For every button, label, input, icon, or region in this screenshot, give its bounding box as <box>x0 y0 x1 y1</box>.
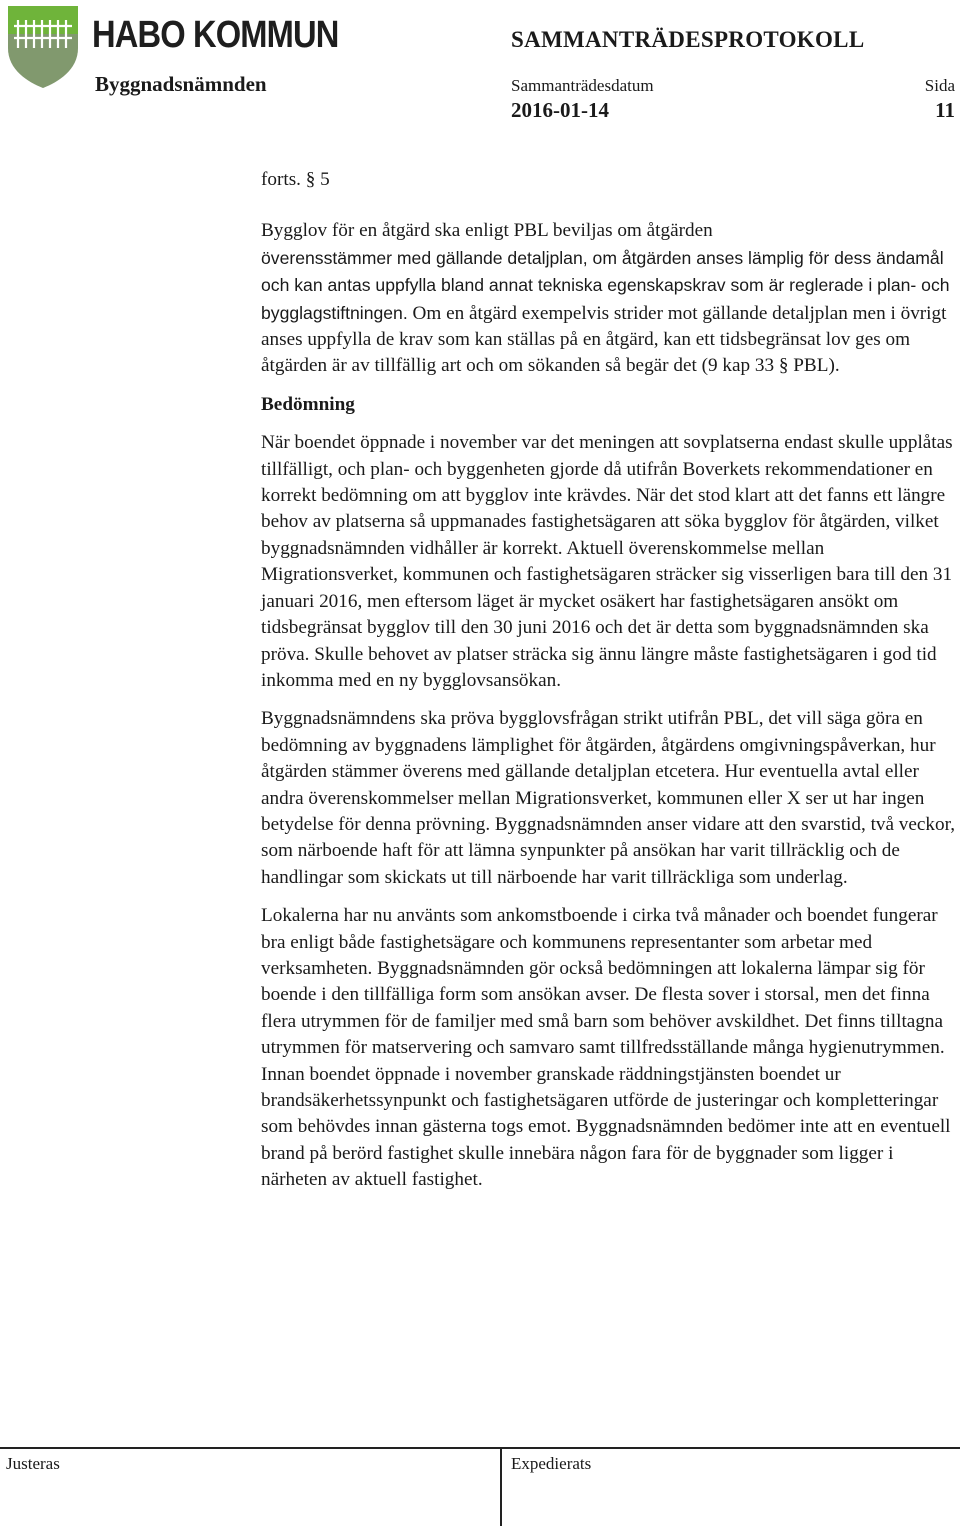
paragraph-assessment-1: När boendet öppnade i november var det meningen att sovplatserna endast skulle upplåtas tillfälligt, och plan- och byggenheten gjorde då utifrån Boverkets rekommendationer en korrekt bedömning om att bygglov inte krävdes. När det stod klart att det fanns ett längre behov av platserna så uppmanades fastighetsägaren att söka bygglov för åtgärden, vilket byggnadsnämnden vidhåller är korrekt. Aktuell överenskommelse mellan Migrationsverket, kommunen och fastighetsägaren sträcker sig visserligen bara till den 31 januari 2016, men eftersom läget är mycket osäkert har fastighetsägaren ansökt om tidsbegränsat bygglov till den 30 juni 2016 och det är detta som byggnadsnämnden ska pröva. Skulle behovet av platser sträcka sig ännu längre måste fastighetsägaren i god tid inkomma med en ny bygglovsansökan. <box>261 432 953 691</box>
meeting-date-label: Sammanträdesdatum <box>511 76 654 95</box>
paragraph-pbl-rules-part-a: Bygglov för en åtgärd ska enligt PBL beviljas om åtgärden <box>261 220 713 242</box>
footer-justeras-label: Justeras <box>6 1454 60 1473</box>
organization-name: HABO KOMMUN <box>92 14 339 56</box>
meeting-date-value: 2016-01-14 <box>511 98 609 122</box>
protocol-body <box>261 167 956 1194</box>
paragraph-assessment-2: Byggnadsnämndens ska pröva bygglovsfrågan strikt utifrån PBL, det vill säga göra en bedömning av byggnadens lämplighet för åtgärden, åtgärdens omgivningspåverkan, hur åtgärden stämmer överens med gällande detaljplan etcetera. Hur eventuella avtal eller andra överenskommelser mellan Migrationsverket, kommunen eller X ser ut har ingen betydelse för denna prövning. Byggnadsnämnden anser vidare att den svarstid, två veckor, som närboende haft för att lämna synpunkter på ansökan har varit tillräcklig och de handlingar som skickats ut till närboende har varit tillräckliga som underlag. <box>261 708 956 888</box>
page-number-value: 11 <box>935 98 955 122</box>
footer-divider-vertical <box>500 1448 502 1526</box>
section-reference: forts. § 5 <box>261 169 330 190</box>
paragraph-pbl-rules <box>261 218 956 379</box>
municipality-logo-icon <box>6 4 80 90</box>
footer-expedierats-label: Expedierats <box>511 1454 592 1473</box>
paragraph-assessment-3: Lokalerna har nu använts som ankomstboende i cirka två månader och boendet fungerar bra enligt både fastighetsägare och kommunens representanter som arbetar med verksamheten. Byggnadsnämnden gör också bedömningen att lokalerna lämpar sig för boende i den tillfälliga form som ansökan avser. De flesta sover i storsal, men det finna flera utrymmen för de familjer med små barn som behöver avskildhet. Det finns tilltagna utrymmen för matservering och samvaro samt tillfredsställande många hygienutrymmen. Innan boendet öppnade i november granskade räddningstjänsten boendet ur brandsäkerhetssynpunkt och fastighetsägaren utförde de justeringar och kompletteringar som behövdes innan gästerna togs emot. Byggnadsnämnden bedömer inte att en eventuell brand på berörd fastighet skulle innebära någon fara för de byggnader som ligger i närheten av aktuell fastighet. <box>261 905 951 1191</box>
document-type: SAMMANTRÄDESPROTOKOLL <box>511 27 865 52</box>
section-heading-assessment: Bedömning <box>261 393 355 415</box>
paragraph-pbl-rules-part-sans: överensstämmer med gällande detaljplan, om åtgärden anses lämplig för dess ändamål och kan antas uppfylla bland annat tekniska egenskapskrav som är reglerade i plan- och bygglagstiftningen. <box>261 247 950 323</box>
paragraph-pbl-rules-part-b: Om en åtgärd exempelvis strider mot gällande detaljplan men i övrigt anses uppfylla de krav som kan ställas på en åtgärd, kan ett tidsbegränsat lov ges om åtgärden är av tillfällig art och om sökanden så begär det (9 kap 33 § PBL). <box>261 302 947 377</box>
footer-divider-horizontal <box>0 1447 960 1449</box>
department-name: Byggnadsnämnden <box>95 72 267 96</box>
page-number-label: Sida <box>924 76 955 95</box>
